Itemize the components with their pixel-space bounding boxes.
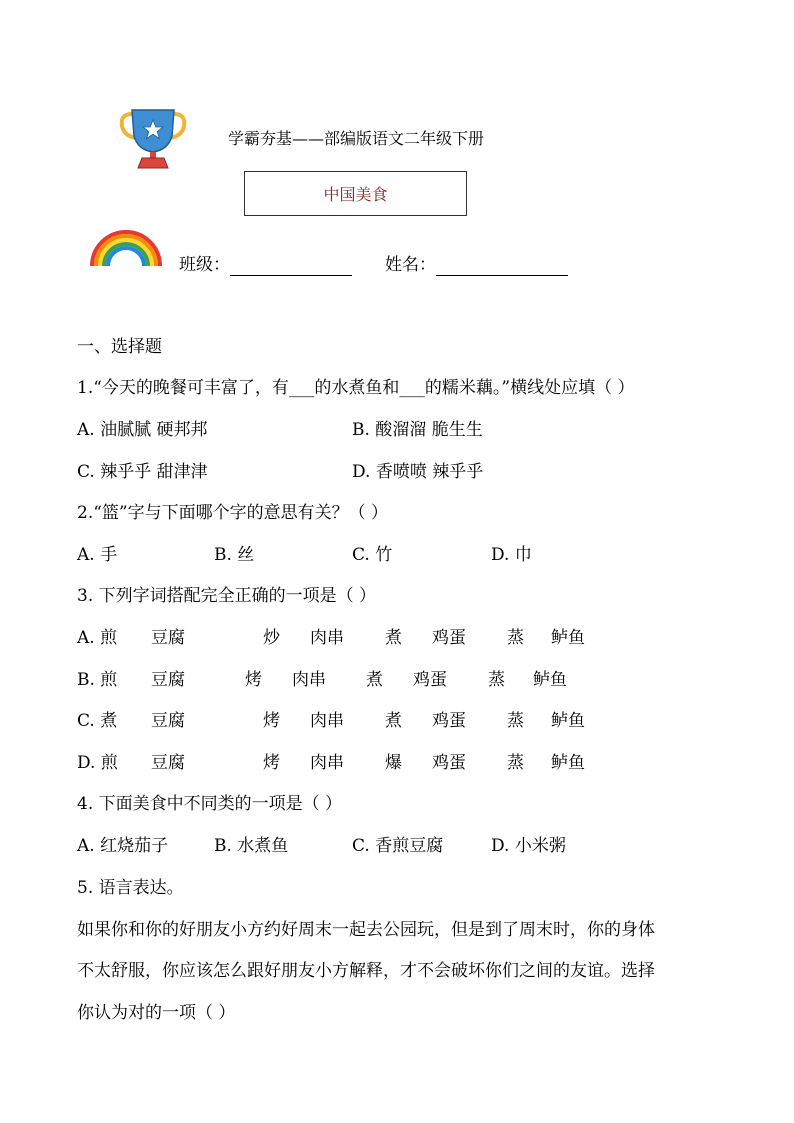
q2-option-d: D. 巾 xyxy=(491,545,532,565)
q3-row-d-cell-6: 鸡蛋 xyxy=(432,753,466,773)
rainbow-icon xyxy=(88,226,164,268)
q1-option-d: D. 香喷喷 辣乎乎 xyxy=(352,462,484,482)
q3-row-c-cell-2: 豆腐 xyxy=(151,711,185,731)
question-5-stem: 5. 语言表达。 xyxy=(77,878,184,898)
q5-paragraph-line-3: 你认为对的一项（ ） xyxy=(77,1003,236,1023)
q3-row-b-cell-5: 煮 xyxy=(366,670,383,690)
page-title: 学霸夯基——部编版语文二年级下册 xyxy=(228,129,485,148)
topic-title: 中国美食 xyxy=(323,185,388,204)
q3-row-a-cell-3: 炒 xyxy=(263,628,280,648)
q3-row-c-cell-5: 煮 xyxy=(385,711,402,731)
q2-option-c: C. 竹 xyxy=(352,545,393,565)
q3-row-c-cell-4: 肉串 xyxy=(310,711,344,731)
q3-row-a-cell-4: 肉串 xyxy=(310,628,344,648)
q3-row-b-cell-8: 鲈鱼 xyxy=(533,670,567,690)
q3-row-c-cell-6: 鸡蛋 xyxy=(432,711,466,731)
class-label: 班级： xyxy=(179,255,230,275)
q1-option-b: B. 酸溜溜 脆生生 xyxy=(352,420,483,440)
q3-row-c-cell-7: 蒸 xyxy=(507,711,524,731)
q3-row-a-cell-2: 豆腐 xyxy=(151,628,185,648)
q3-row-b-cell-4: 肉串 xyxy=(292,670,326,690)
q3-row-a-cell-7: 蒸 xyxy=(507,628,524,648)
name-field xyxy=(385,254,568,276)
question-2-stem: 2.“篮”字与下面哪个字的意思有关？（ ） xyxy=(77,503,389,523)
q3-row-a-cell-1: A. 煎 xyxy=(77,628,118,648)
q3-row-b-cell-3: 烤 xyxy=(245,670,262,690)
question-1-stem: 1.“今天的晚餐可丰富了，有___的水煮鱼和___的糯米藕。”横线处应填（ ） xyxy=(77,378,635,398)
q5-paragraph-line-1: 如果你和你的好朋友小方约好周末一起去公园玩，但是到了周末时，你的身体 xyxy=(77,920,655,940)
section-title: 一、选择题 xyxy=(77,337,162,357)
q2-option-b: B. 丝 xyxy=(214,545,255,565)
q3-row-c-cell-8: 鲈鱼 xyxy=(551,711,585,731)
q3-row-d-cell-1: D. 煎 xyxy=(77,753,118,773)
q3-row-c-cell-1: C. 煮 xyxy=(77,711,118,731)
q3-row-d-cell-4: 肉串 xyxy=(310,753,344,773)
name-label: 姓名： xyxy=(385,255,436,275)
q4-option-d: D. 小米粥 xyxy=(491,836,566,856)
q3-row-a-cell-6: 鸡蛋 xyxy=(432,628,466,648)
q3-row-d-cell-7: 蒸 xyxy=(507,753,524,773)
q3-row-b-cell-1: B. 煎 xyxy=(77,670,118,690)
q2-option-a: A. 手 xyxy=(77,545,118,565)
q4-option-b: B. 水煮鱼 xyxy=(214,836,289,856)
question-4-stem: 4. 下面美食中不同类的一项是（ ） xyxy=(77,794,343,814)
q4-option-c: C. 香煎豆腐 xyxy=(352,836,444,856)
trophy-icon xyxy=(118,108,188,170)
q4-option-a: A. 红烧茄子 xyxy=(77,836,169,856)
q3-row-b-cell-7: 蒸 xyxy=(488,670,505,690)
question-3-stem: 3. 下列字词搭配完全正确的一项是（ ） xyxy=(77,586,377,606)
q3-row-a-cell-5: 煮 xyxy=(385,628,402,648)
q1-option-a: A. 油腻腻 硬邦邦 xyxy=(77,420,208,440)
q3-row-a-cell-8: 鲈鱼 xyxy=(551,628,585,648)
q3-row-d-cell-5: 爆 xyxy=(385,753,402,773)
q5-paragraph-line-2: 不太舒服，你应该怎么跟好朋友小方解释，才不会破坏你们之间的友谊。选择 xyxy=(77,961,655,981)
name-blank[interactable] xyxy=(436,261,568,276)
q3-row-d-cell-3: 烤 xyxy=(263,753,280,773)
q3-row-c-cell-3: 烤 xyxy=(263,711,280,731)
q3-row-b-cell-6: 鸡蛋 xyxy=(413,670,447,690)
q3-row-d-cell-2: 豆腐 xyxy=(151,753,185,773)
class-blank[interactable] xyxy=(230,261,352,276)
class-field xyxy=(179,254,352,276)
q3-row-d-cell-8: 鲈鱼 xyxy=(551,753,585,773)
q3-row-b-cell-2: 豆腐 xyxy=(151,670,185,690)
q1-option-c: C. 辣乎乎 甜津津 xyxy=(77,462,208,482)
topic-box xyxy=(244,171,467,216)
